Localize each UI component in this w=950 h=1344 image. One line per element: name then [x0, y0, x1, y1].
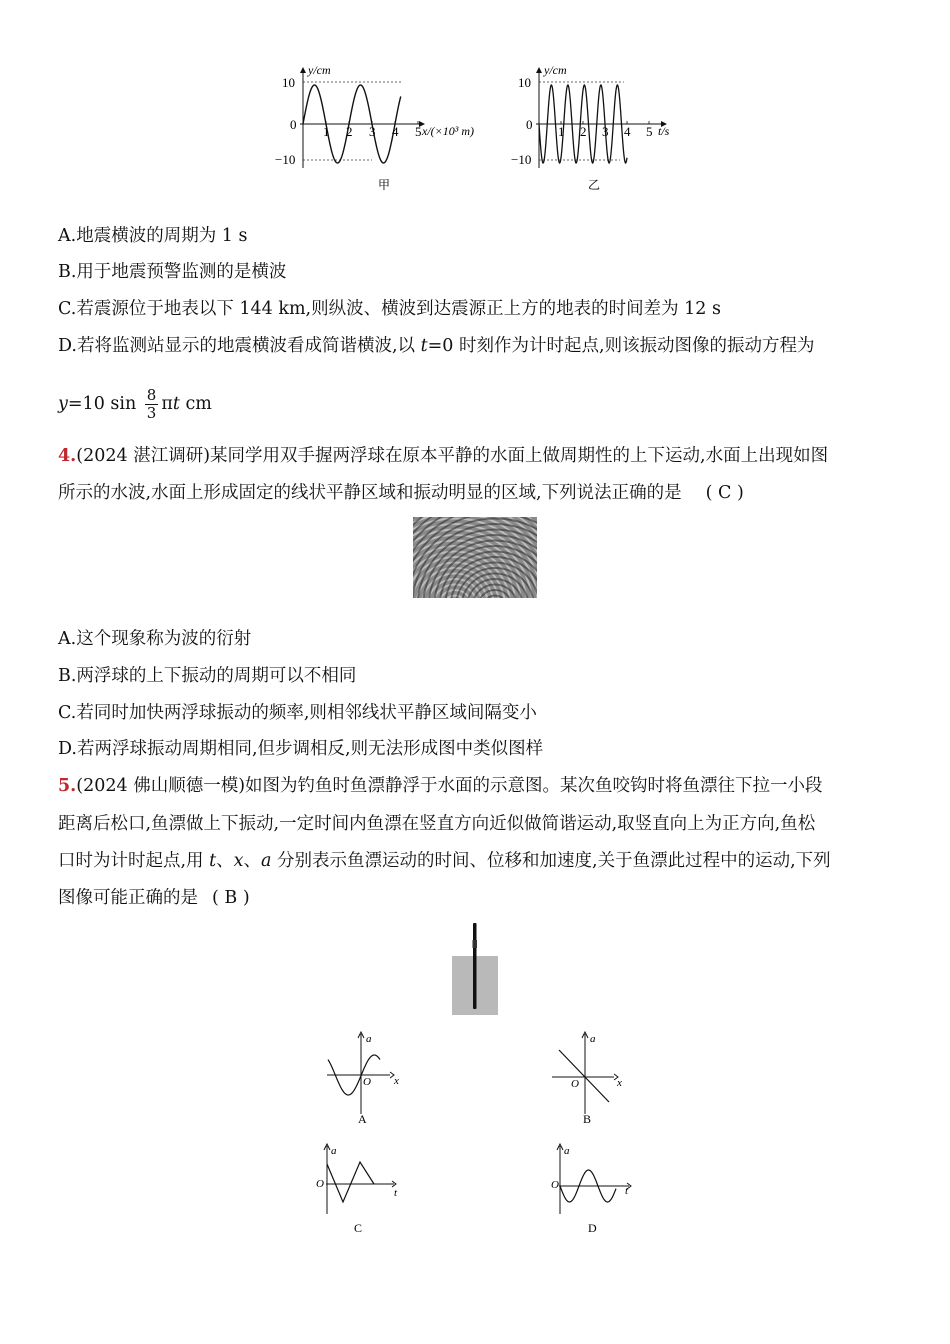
eq-pi: π	[161, 394, 173, 414]
x-tick-label: 5	[646, 124, 653, 139]
q4-number: 4.	[58, 446, 77, 466]
q3-option-d-part1: D.若将监测站显示的地震横波看成简谐横波,以	[58, 336, 421, 356]
q5-text1: (2024 佛山顺德一模)如图为钓鱼时鱼漂静浮于水面的示意图。某次鱼咬钩时将鱼漂往下拉一小段	[76, 776, 823, 796]
q4-text1: (2024 湛江调研)某同学用双手握两浮球在原本平静的水面上做周期性的上下运动,水面上出现如图	[76, 446, 829, 466]
q5-stem-line4	[58, 886, 250, 910]
a-x-line	[559, 1050, 609, 1102]
graph-c	[312, 1142, 407, 1242]
y-label: a	[331, 1145, 337, 1157]
y-top-label: 10	[518, 75, 531, 90]
q5-stem-line1	[58, 774, 823, 798]
y-zero-label: 0	[290, 117, 297, 132]
figure-caption-jia: 甲	[378, 178, 391, 192]
eq-fraction	[145, 387, 159, 422]
x-tick-label: 4	[624, 124, 631, 139]
eq-pre: =10 sin	[67, 394, 142, 414]
graph-caption: D	[588, 1221, 597, 1235]
fishing-float-diagram	[450, 922, 500, 1018]
x-axis-label: x/(×10³ m)	[422, 124, 475, 138]
y-bottom-label: −10	[275, 152, 296, 167]
x-label: t	[394, 1187, 398, 1199]
q3-option-d	[58, 334, 815, 358]
graph-caption: C	[354, 1221, 363, 1235]
water-wave-interference-image	[413, 517, 537, 598]
origin-label: O	[551, 1179, 559, 1191]
q4-text2: 所示的水波,水面上形成固定的线状平静区域和振动明显的区域,下列说法正确的是	[58, 483, 682, 503]
q3-equation	[58, 382, 212, 426]
x-tick-label: 5	[415, 124, 422, 139]
q5-number: 5.	[58, 776, 77, 796]
var-t: t	[209, 851, 217, 871]
q4-stem-line2	[58, 481, 744, 505]
x-tick-label: 2	[346, 124, 353, 139]
x-tick-label: 2	[580, 124, 587, 139]
x-axis-label: t/s	[658, 124, 670, 138]
y-axis-label: y/cm	[308, 63, 331, 77]
graph-caption: A	[358, 1112, 367, 1126]
x-tick-label: 4	[392, 124, 399, 139]
eq-denominator: 3	[146, 404, 157, 422]
x-tick-label: 3	[369, 124, 376, 139]
y-label: a	[366, 1033, 372, 1045]
q4-stem-line1	[58, 444, 828, 468]
q5-stem-line2: 距离后松口,鱼漂做上下振动,一定时间内鱼漂在竖直方向近似做简谐运动,取竖直向上为正方向,鱼松	[58, 814, 816, 834]
origin-label: O	[316, 1178, 324, 1190]
q4-option-d: D.若两浮球振动周期相同,但步调相反,则无法形成图中类似图样	[58, 739, 544, 759]
y-bottom-label: −10	[511, 152, 532, 167]
q3-option-c: C.若震源位于地表以下 144 km,则纵波、横波到达震源正上方的地表的时间差为 12 s	[58, 299, 721, 319]
eq-unit: cm	[179, 394, 212, 414]
x-tick-label: 1	[558, 124, 565, 139]
var-x: x	[233, 851, 244, 871]
eq-y: y	[58, 394, 68, 414]
var-a: a	[261, 851, 272, 871]
y-zero-label: 0	[526, 117, 533, 132]
x-tick-label: 3	[602, 124, 609, 139]
graph-a	[322, 1028, 417, 1128]
q5-text4: 图像可能正确的是	[58, 888, 198, 908]
graph-b	[547, 1028, 642, 1128]
sep: 、	[216, 851, 234, 871]
q3-option-b: B.用于地震预警监测的是横波	[58, 262, 287, 282]
q5-stem-line3	[58, 849, 831, 873]
var-t: t	[420, 336, 428, 356]
q3-option-d-part2: =0 时刻作为计时起点,则该振动图像的振动方程为	[427, 336, 815, 356]
eq-numerator: 8	[146, 386, 157, 404]
graph-d	[545, 1142, 645, 1242]
y-top-label: 10	[282, 75, 295, 90]
float-mark	[473, 940, 478, 948]
x-label: x	[617, 1077, 622, 1089]
x-label: x	[394, 1075, 399, 1087]
q4-answer: ( C )	[705, 483, 744, 503]
q4-option-b: B.两浮球的上下振动的周期可以不相同	[58, 666, 357, 686]
q4-option-a: A.这个现象称为波的衍射	[58, 629, 252, 649]
x-tick-label: 1	[323, 124, 330, 139]
x-label: t	[625, 1185, 629, 1197]
q3-option-a: A.地震横波的周期为 1 s	[58, 226, 248, 246]
sep: 、	[243, 851, 262, 871]
q5-text3a: 口时为计时起点,用	[58, 851, 210, 871]
q4-option-c: C.若同时加快两浮球振动的频率,则相邻线状平静区域间隔变小	[58, 703, 537, 723]
eq-t: t	[172, 394, 180, 414]
origin-label: O	[571, 1078, 579, 1090]
a-t-zigzag	[327, 1162, 374, 1202]
origin-label: O	[363, 1076, 371, 1088]
q5-text3b: 分别表示鱼漂运动的时间、位移和加速度,关于鱼漂此过程中的运动,下列	[271, 851, 831, 871]
figure-yi-vibration-graph	[510, 60, 690, 200]
graph-caption: B	[583, 1112, 592, 1126]
figure-caption-yi: 乙	[588, 178, 601, 192]
y-label: a	[590, 1033, 596, 1045]
figure-jia-wave-graph	[272, 60, 497, 200]
y-axis-label: y/cm	[544, 63, 567, 77]
float-stick	[473, 923, 477, 1009]
y-label: a	[564, 1145, 570, 1157]
q5-answer: ( B )	[212, 888, 250, 908]
